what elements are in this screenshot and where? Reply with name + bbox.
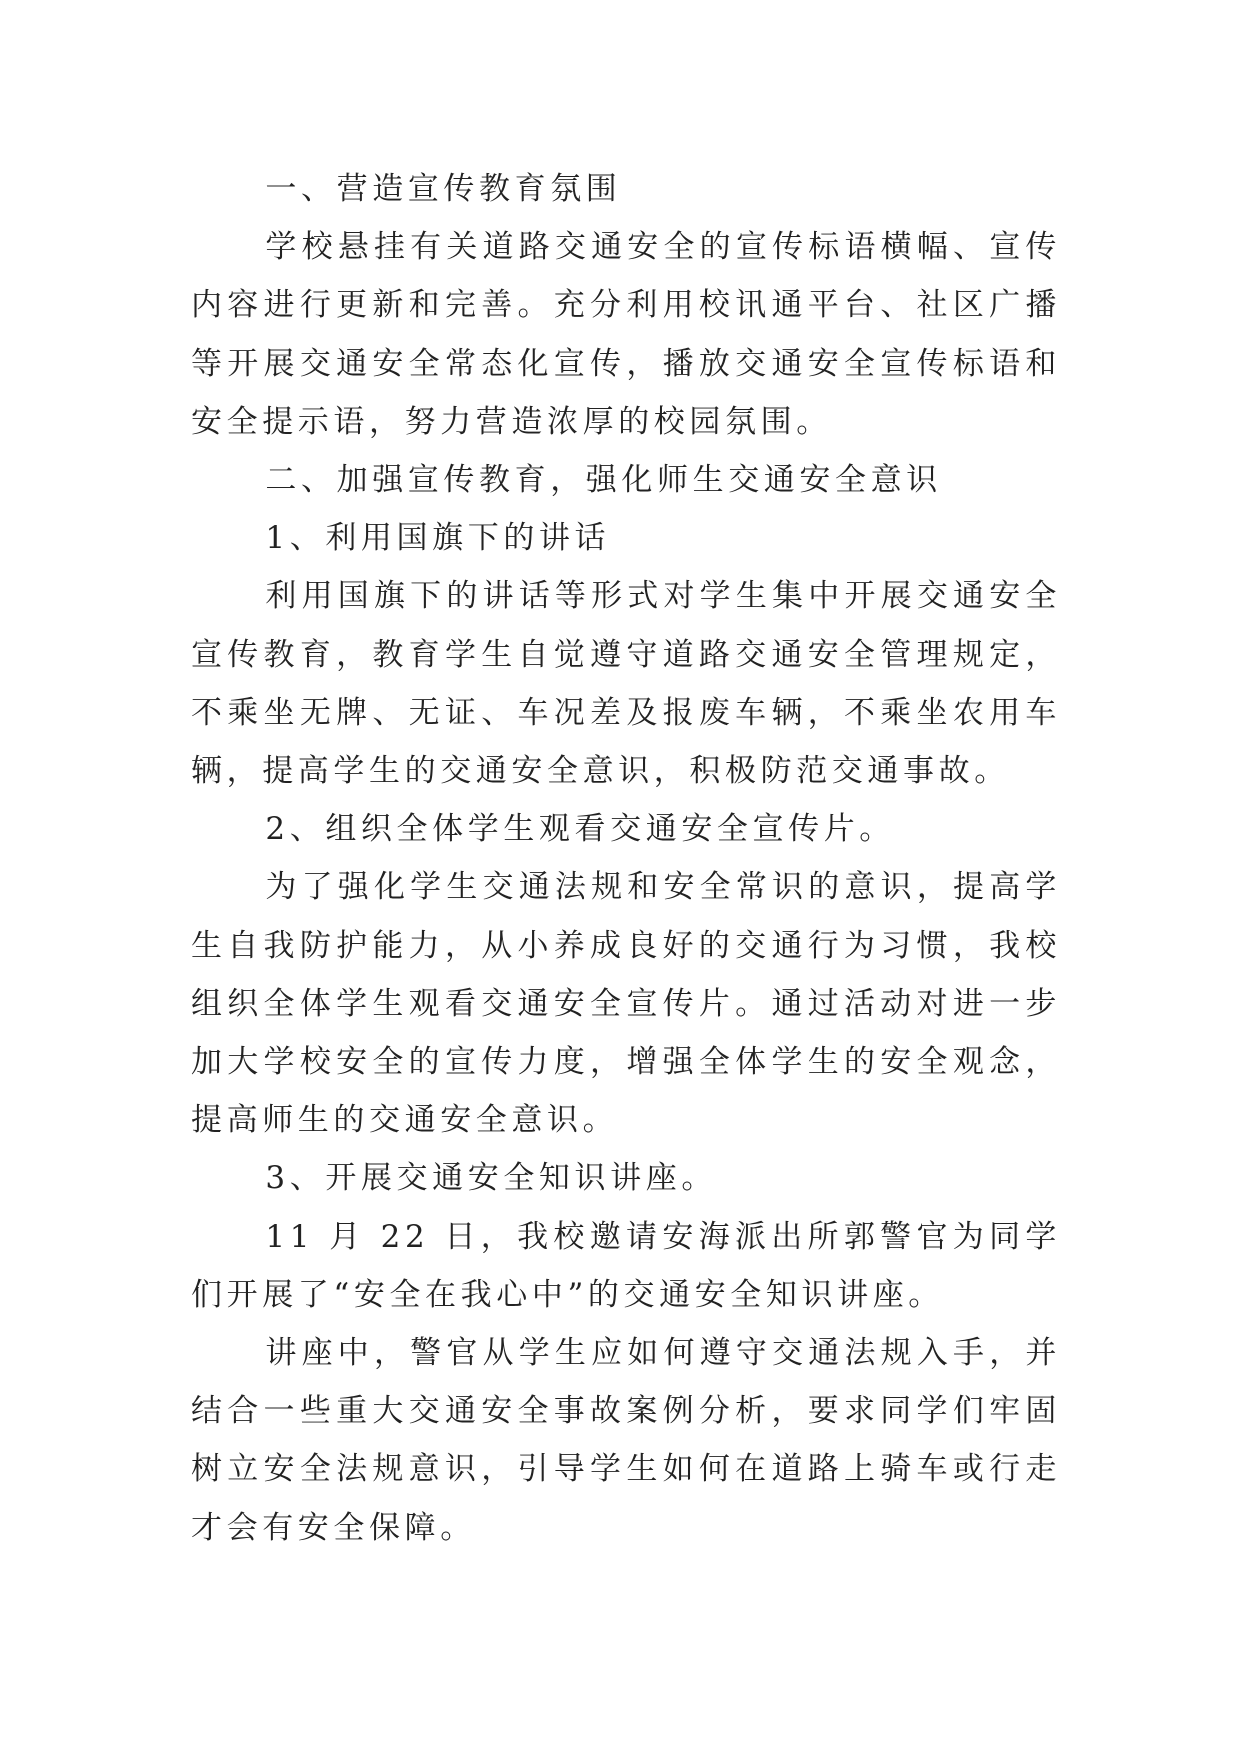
paragraph: 为了强化学生交通法规和安全常识的意识，提高学生自我防护能力，从小养成良好的交通行为习惯，我校组织全体学生观看交通安全宣传片。通过活动对进一步加大学校安全的宣传力度，增强全体学生的安全观念，提高师生的交通安全意识。	[191, 869, 1061, 1139]
section-heading-1: 一、营造宣传教育氛围	[265, 171, 622, 207]
document-body	[191, 160, 1061, 1557]
section-heading-2: 二、加强宣传教育，强化师生交通安全意识	[265, 462, 942, 499]
subheading-3: 3、开展交通安全知识讲座。	[265, 1160, 717, 1197]
paragraph: 讲座中，警官从学生应如何遵守交通法规入手，并结合一些重大交通安全事故案例分析，要求同学们牢固树立安全法规意识，引导学生如何在道路上骑车或行走才会有安全保障。	[191, 1335, 1061, 1546]
subheading-1: 1、利用国旗下的讲话	[265, 520, 611, 557]
paragraph: 学校悬挂有关道路交通安全的宣传标语横幅、宣传内容进行更新和完善。充分利用校讯通平台、社区广播等开展交通安全常态化宣传，播放交通安全宣传标语和安全提示语，努力营造浓厚的校园氛围。	[191, 229, 1061, 440]
paragraph: 利用国旗下的讲话等形式对学生集中开展交通安全宣传教育，教育学生自觉遵守道路交通安全管理规定，不乘坐无牌、无证、车况差及报废车辆，不乘坐农用车辆，提高学生的交通安全意识，积极防范交通事故。	[191, 578, 1061, 790]
subheading-2: 2、组织全体学生观看交通安全宣传片。	[265, 811, 895, 848]
paragraph: 11 月 22 日，我校邀请安海派出所郭警官为同学们开展了“安全在我心中”的交通安全知识讲座。	[191, 1218, 1061, 1313]
